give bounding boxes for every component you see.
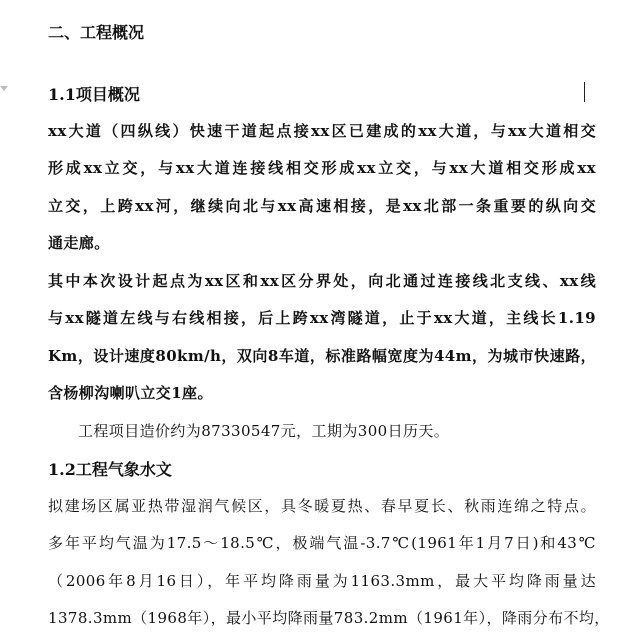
text-cursor bbox=[584, 82, 585, 102]
paragraph-3: 工程项目造价约为87330547元，工期为300日历天。 bbox=[78, 422, 450, 440]
paragraph-2-line: 其中本次设计起点为xx区和xx区分界处，向北通过连接线北支线、xx线 bbox=[48, 272, 596, 290]
paragraph-2-line: 与xx隧道左线与右线相接，后上跨xx湾隧道，止于xx大道，主线长1.19 bbox=[48, 309, 596, 327]
paragraph-1-line: 立交，上跨xx河，继续向北与xx高速相接，是xx北部一条重要的纵向交 bbox=[48, 197, 596, 215]
paragraph-4-line: 1378.3mm（1968年），最小平均降雨量783.2mm（1961年），降雨分布不均， bbox=[48, 609, 610, 627]
paragraph-1-line: 通走廊。 bbox=[48, 234, 110, 252]
paragraph-2-line: 含杨柳沟喇叭立交1座。 bbox=[48, 384, 213, 402]
paragraph-2-line: Km，设计速度80km/h，双向8车道，标准路幅宽度为44m，为城市快速路， bbox=[48, 347, 596, 365]
heading-1-2: 1.2工程气象水文 bbox=[48, 460, 172, 479]
section-title: 二、工程概况 bbox=[48, 23, 145, 42]
paragraph-4-line: （2006年8月16日），年平均降雨量为1163.3mm，最大平均降雨量达 bbox=[48, 572, 596, 590]
heading-1-1: 1.1项目概况 bbox=[48, 85, 140, 104]
paragraph-4-line: 拟建场区属亚热带湿润气候区，具冬暖夏热、春早夏长、秋雨连绵之特点。 bbox=[48, 497, 596, 515]
paragraph-1-line: 形成xx立交，与xx大道连接线相交形成xx立交，与xx大道相交形成xx bbox=[48, 159, 596, 177]
paragraph-4-line: 多年平均气温为17.5～18.5℃，极端气温-3.7℃(1961年1月7日)和43℃ bbox=[48, 534, 596, 552]
margin-marker-icon bbox=[0, 86, 8, 91]
paragraph-1-line: xx大道（四纵线）快速干道起点接xx区已建成的xx大道，与xx大道相交 bbox=[48, 122, 596, 140]
